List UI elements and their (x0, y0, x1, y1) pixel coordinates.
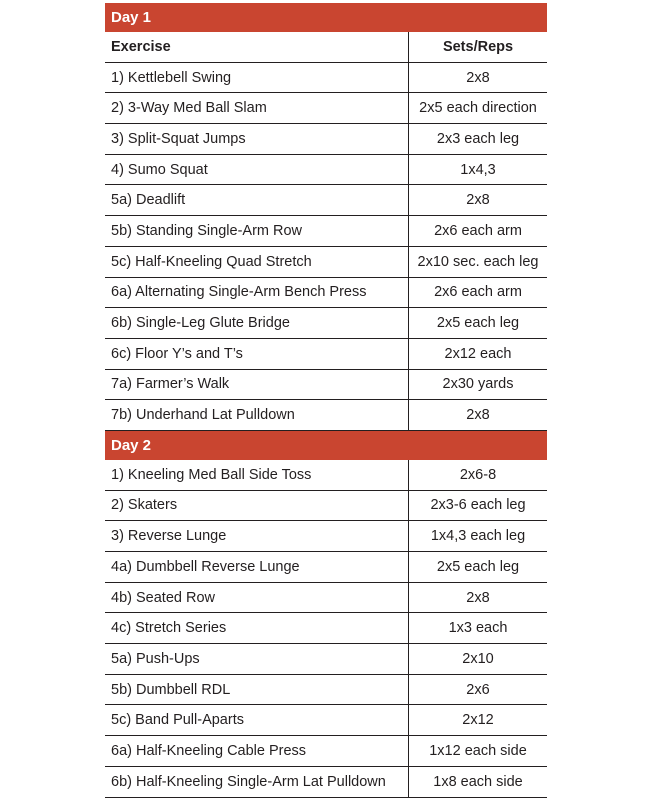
exercise-cell: 3) Split-Squat Jumps (105, 124, 409, 154)
sets-reps-cell: 2x8 (466, 192, 490, 209)
exercise-cell: 4) Sumo Squat (105, 155, 409, 185)
exercise-cell: 6a) Half-Kneeling Cable Press (105, 736, 409, 766)
sets-reps-cell: 2x5 each leg (436, 315, 520, 332)
table-row (105, 247, 547, 278)
table-row (105, 185, 547, 216)
sets-reps-cell: 1x4,3 (460, 161, 496, 178)
table-row (105, 613, 547, 644)
sets-reps-cell: 1x8 each side (433, 773, 523, 790)
column-header-row (105, 32, 547, 63)
exercise-cell: 3) Reverse Lunge (105, 521, 409, 551)
exercise-cell: 5c) Band Pull-Aparts (105, 705, 409, 735)
table-row (105, 155, 547, 186)
exercise-cell: 1) Kettlebell Swing (105, 63, 409, 93)
sets-reps-cell: 2x10 (462, 650, 494, 667)
sets-reps-cell: 2x8 (466, 589, 490, 606)
exercise-cell: 5b) Dumbbell RDL (105, 675, 409, 705)
sets-reps-cell: 2x12 (462, 712, 494, 729)
exercise-cell: 4c) Stretch Series (105, 613, 409, 643)
sets-reps-cell: 2x6 each arm (434, 284, 522, 301)
sets-reps-cell: 1x3 each (448, 620, 508, 637)
sets-reps-column-header: Sets/Reps (442, 38, 514, 55)
exercise-cell: 5b) Standing Single-Arm Row (105, 216, 409, 246)
sets-reps-cell: 2x8 (466, 69, 490, 86)
sets-reps-cell: 2x8 (466, 407, 490, 424)
table-row (105, 736, 547, 767)
exercise-cell: 6a) Alternating Single-Arm Bench Press (105, 278, 409, 308)
exercise-cell: 5a) Push-Ups (105, 644, 409, 674)
sets-reps-cell: 2x5 each leg (436, 558, 520, 575)
sets-reps-cell: 2x6-8 (459, 466, 497, 483)
exercise-cell: 6c) Floor Y’s and T’s (105, 339, 409, 369)
exercise-cell: 5c) Half-Kneeling Quad Stretch (105, 247, 409, 277)
exercise-cell: 4b) Seated Row (105, 583, 409, 613)
exercise-column-header: Exercise (105, 32, 409, 62)
table-row (105, 216, 547, 247)
sets-reps-cell: 1x12 each side (429, 742, 527, 759)
exercise-cell: 5a) Deadlift (105, 185, 409, 215)
table-row (105, 767, 547, 798)
table-row (105, 491, 547, 522)
table-row (105, 583, 547, 614)
exercise-cell: 2) 3-Way Med Ball Slam (105, 93, 409, 123)
day-header: Day 2 (105, 431, 547, 460)
table-row (105, 93, 547, 124)
table-row (105, 308, 547, 339)
sets-reps-cell: 2x6 (466, 681, 490, 698)
exercise-cell: 2) Skaters (105, 491, 409, 521)
sets-reps-cell: 2x30 yards (442, 376, 514, 393)
workout-table (105, 3, 547, 798)
day-header: Day 1 (105, 3, 547, 32)
sets-reps-cell: 2x3 each leg (436, 130, 520, 147)
table-row (105, 521, 547, 552)
exercise-cell: 1) Kneeling Med Ball Side Toss (105, 460, 409, 490)
sets-reps-cell: 2x5 each direction (419, 100, 537, 117)
table-row (105, 278, 547, 309)
exercise-cell: 7b) Underhand Lat Pulldown (105, 400, 409, 430)
table-row (105, 675, 547, 706)
table-row (105, 644, 547, 675)
table-row (105, 124, 547, 155)
table-row (105, 460, 547, 491)
exercise-cell: 7a) Farmer’s Walk (105, 370, 409, 400)
sets-reps-cell: 2x12 each (444, 345, 512, 362)
sets-reps-cell: 2x6 each arm (434, 222, 522, 239)
table-row (105, 552, 547, 583)
table-row (105, 705, 547, 736)
table-row (105, 63, 547, 94)
exercise-cell: 6b) Half-Kneeling Single-Arm Lat Pulldown (105, 767, 409, 797)
sets-reps-cell: 2x3-6 each leg (430, 497, 526, 514)
table-row (105, 370, 547, 401)
table-row (105, 339, 547, 370)
exercise-cell: 4a) Dumbbell Reverse Lunge (105, 552, 409, 582)
table-row (105, 400, 547, 431)
sets-reps-cell: 2x10 sec. each leg (417, 253, 539, 270)
exercise-cell: 6b) Single-Leg Glute Bridge (105, 308, 409, 338)
sets-reps-cell: 1x4,3 each leg (430, 528, 526, 545)
